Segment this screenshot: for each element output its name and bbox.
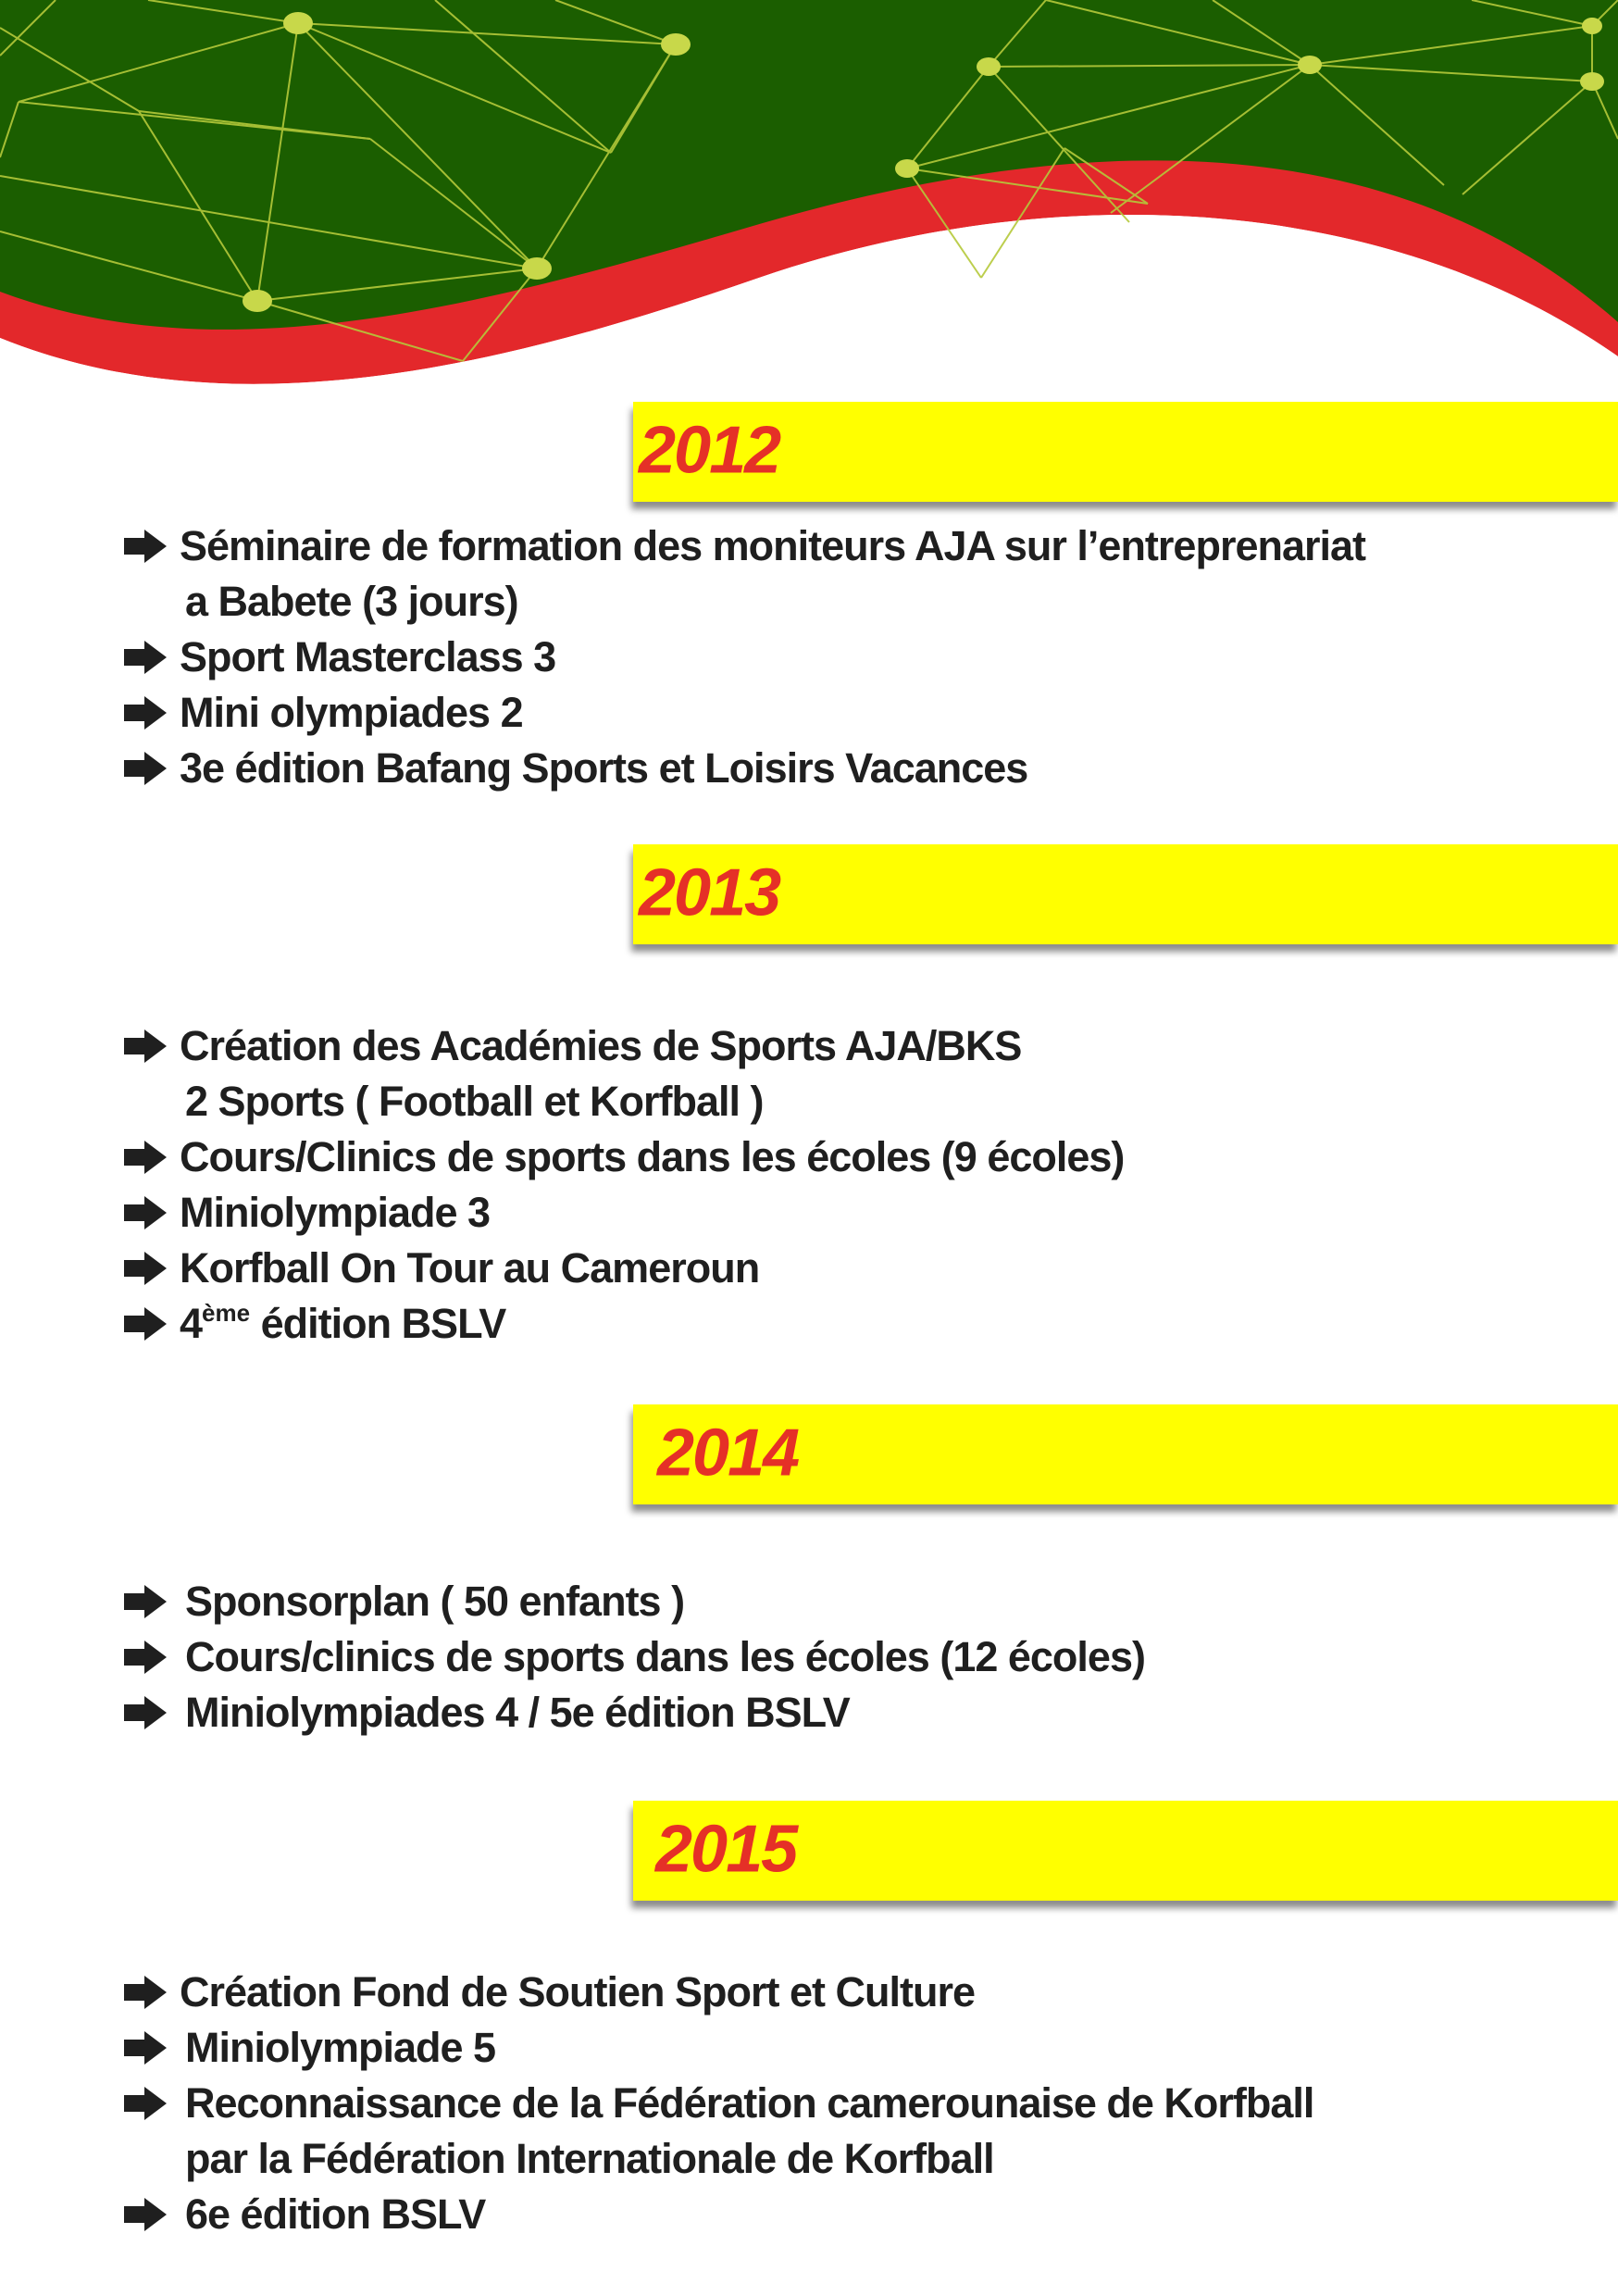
list-item-text [180, 1685, 850, 1741]
list-item-text [180, 1629, 1145, 1685]
list-item-line: Cours/Clinics de sports dans les écoles (9 écoles) [180, 1133, 1125, 1180]
list-item-text [180, 2076, 1313, 2187]
ordinal-text: édition BSLV [250, 1300, 506, 1347]
list-item-line: Création des Académies de Sports AJA/BKS [180, 1022, 1022, 1069]
arrow-right-icon [120, 2029, 168, 2066]
section-2013-list [120, 1018, 1124, 1357]
header-wave-graphic [0, 0, 1618, 407]
list-item-line: Séminaire de formation des moniteurs AJA sur l’entreprenariat [180, 522, 1366, 569]
ordinal-number: 4 [180, 1300, 203, 1347]
list-item-line: Miniolympiade 5 [185, 2024, 496, 2071]
list-item [120, 630, 1365, 685]
arrow-right-icon [120, 2196, 168, 2233]
arrow-right-icon [120, 1194, 168, 1231]
list-item [120, 1241, 1124, 1296]
year-banner-2014 [633, 1404, 1618, 1504]
arrow-right-icon [120, 1583, 168, 1620]
list-item-line: Korfball On Tour au Cameroun [180, 1244, 760, 1292]
arrow-right-icon [120, 1639, 168, 1676]
list-item-text [180, 741, 1027, 796]
arrow-right-icon [120, 528, 168, 565]
year-label: 2014 [657, 1416, 799, 1491]
list-item-text [180, 630, 555, 685]
list-item-text [180, 518, 1365, 630]
list-item [120, 1185, 1124, 1241]
list-item-line [180, 1296, 505, 1357]
year-banner-2013 [633, 844, 1618, 944]
list-item-text [180, 1965, 975, 2020]
arrow-right-icon [120, 750, 168, 787]
year-banner-2012 [633, 402, 1618, 502]
list-item-text [180, 685, 523, 741]
ordinal-superscript: ème [202, 1299, 251, 1327]
list-item-line: Création Fond de Soutien Sport et Culture [180, 1968, 975, 2015]
list-item-line: Cours/clinics de sports dans les écoles (12 écoles) [185, 1633, 1145, 1680]
year-label: 2012 [639, 413, 780, 488]
list-item-line: 6e édition BSLV [185, 2190, 486, 2238]
list-item-line: Reconnaissance de la Fédération camerounaise de Korfball [185, 2079, 1314, 2127]
arrow-right-icon [120, 1250, 168, 1287]
section-2012-list [120, 518, 1365, 796]
list-item [120, 2187, 1313, 2242]
year-label: 2013 [639, 855, 780, 930]
list-item [120, 1129, 1124, 1185]
list-item [120, 2020, 1313, 2076]
arrow-right-icon [120, 1305, 168, 1342]
list-item-line: Sport Masterclass 3 [180, 633, 556, 680]
arrow-right-icon [120, 1139, 168, 1176]
list-item [120, 1629, 1145, 1685]
list-item [120, 518, 1365, 630]
list-item [120, 1018, 1124, 1129]
list-item-text [180, 1185, 490, 1241]
list-item [120, 1296, 1124, 1357]
list-item [120, 741, 1365, 796]
year-banner-2015 [633, 1801, 1618, 1901]
list-item-text [180, 1574, 684, 1629]
list-item-line: 2 Sports ( Football et Korfball ) [185, 1078, 764, 1125]
list-item [120, 1574, 1145, 1629]
list-item-line: Miniolympiades 4 / 5e édition BSLV [185, 1689, 850, 1736]
arrow-right-icon [120, 1028, 168, 1065]
list-item-text [180, 2020, 495, 2076]
arrow-right-icon [120, 2085, 168, 2122]
list-item [120, 2076, 1313, 2187]
section-2014-list [120, 1574, 1145, 1741]
list-item-text [180, 1296, 505, 1357]
arrow-right-icon [120, 639, 168, 676]
list-item-line: Sponsorplan ( 50 enfants ) [185, 1578, 685, 1625]
list-item-line: 3e édition Bafang Sports et Loisirs Vacances [180, 744, 1028, 792]
arrow-right-icon [120, 1974, 168, 2011]
list-item-line: Miniolympiade 3 [180, 1189, 491, 1236]
arrow-right-icon [120, 1694, 168, 1731]
list-item-line: par la Fédération Internationale de Korfball [185, 2135, 994, 2182]
list-item-text [180, 1241, 759, 1296]
list-item-text [180, 1129, 1124, 1185]
section-2015-list [120, 1965, 1313, 2242]
list-item-line: Mini olympiades 2 [180, 689, 523, 736]
list-item-text [180, 1018, 1021, 1129]
list-item-line: a Babete (3 jours) [185, 578, 518, 625]
list-item [120, 685, 1365, 741]
arrow-right-icon [120, 694, 168, 731]
list-item-text [180, 2187, 485, 2242]
list-item [120, 1965, 1313, 2020]
year-label: 2015 [655, 1812, 797, 1887]
list-item [120, 1685, 1145, 1741]
